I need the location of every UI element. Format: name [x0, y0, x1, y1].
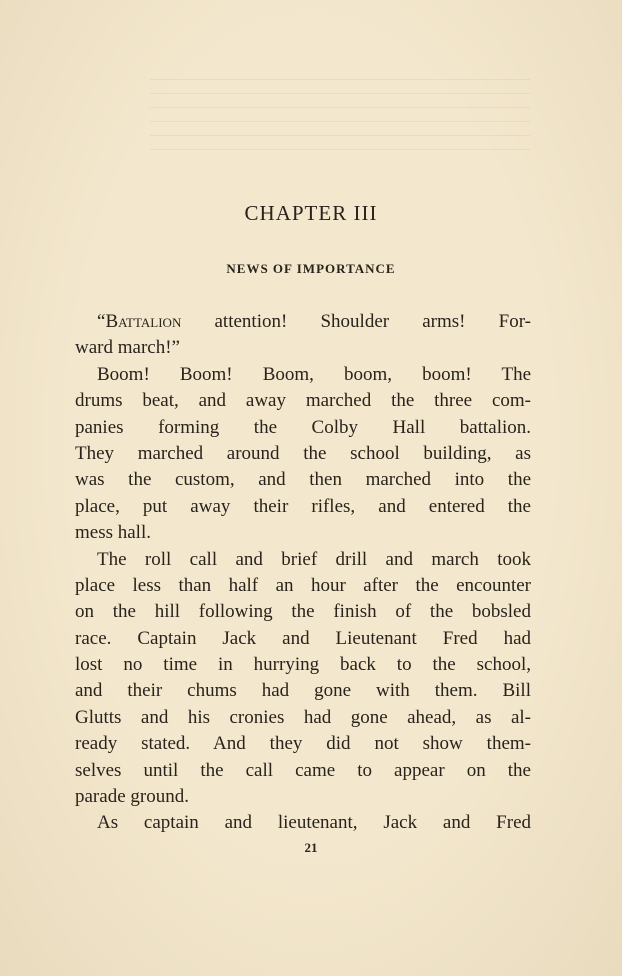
- text-line: The roll call and brief drill and march took: [97, 548, 531, 570]
- text-line: place, put away their rifles, and entered the: [75, 495, 531, 517]
- chapter-subtitle: NEWS OF IMPORTANCE: [226, 261, 396, 276]
- body-text: [75, 309, 531, 837]
- chapter-heading: CHAPTER III: [244, 201, 378, 225]
- open-quote: “: [97, 311, 106, 332]
- text-line: was the custom, and then marched into the: [75, 469, 531, 491]
- text-line: parade ground.: [75, 786, 189, 808]
- text-line: As captain and lieutenant, Jack and Fred: [97, 812, 531, 834]
- text-line: Glutts and his cronies had gone ahead, as al-: [75, 706, 531, 728]
- text-line: drums beat, and away marched the three com-: [75, 390, 531, 412]
- text-line: selves until the call came to appear on the: [75, 759, 531, 781]
- text-line: on the hill following the finish of the bobsled: [75, 601, 531, 623]
- small-caps-word: Battalion: [105, 311, 182, 332]
- text-line: Boom! Boom! Boom, boom, boom! The: [97, 363, 531, 385]
- text-line: ward march!”: [75, 337, 180, 359]
- line-text: attention! Shoulder arms! For-: [181, 311, 531, 332]
- text-line: race. Captain Jack and Lieutenant Fred had: [75, 627, 531, 649]
- bleed-through-texture: [150, 70, 530, 150]
- text-line: mess hall.: [75, 522, 151, 544]
- text-line: [75, 309, 531, 335]
- text-line: lost no time in hurrying back to the school,: [75, 654, 531, 676]
- text-line: ready stated. And they did not show them-: [75, 733, 531, 755]
- text-line: and their chums had gone with them. Bill: [75, 680, 531, 702]
- text-line: They marched around the school building, as: [75, 442, 531, 464]
- text-line: place less than half an hour after the encounter: [75, 574, 531, 596]
- text-line: panies forming the Colby Hall battalion.: [75, 416, 531, 438]
- page-number: 21: [304, 840, 318, 855]
